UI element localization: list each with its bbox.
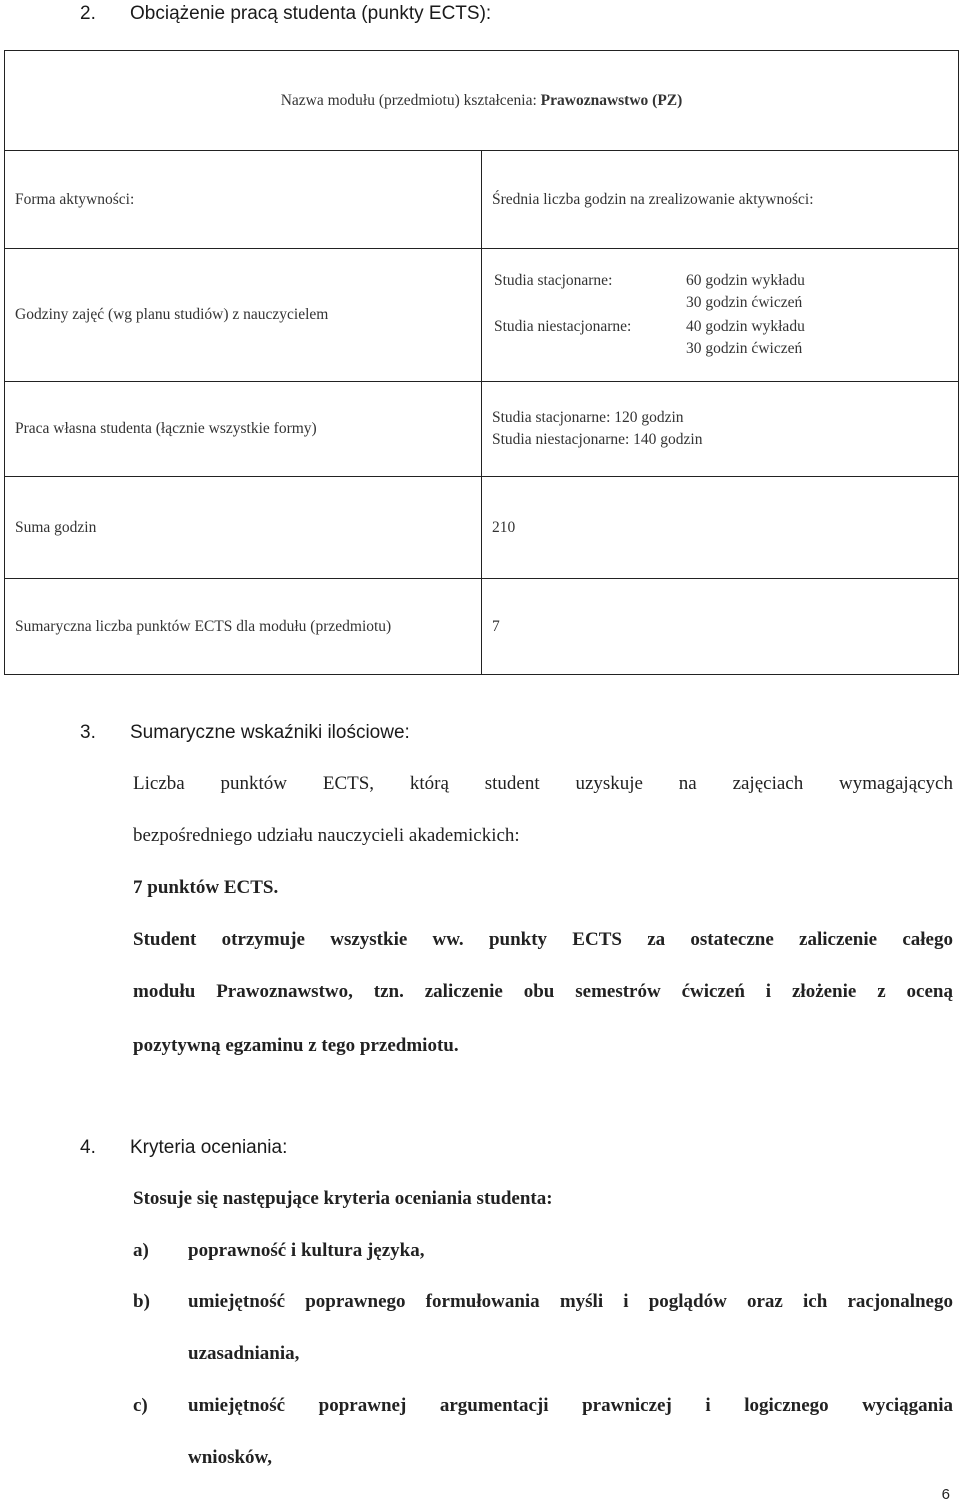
hours-line: 30 godzin ćwiczeń [686,340,803,357]
list-marker: a) [133,1240,149,1261]
table-row [5,51,959,151]
hours-line: 60 godzin wykładu [686,272,805,289]
paragraph-line: pozytywną egzaminu z tego przedmiotu. [133,1035,459,1056]
module-name: Prawoznawstwo (PZ) [540,91,683,109]
list-item-continuation: wniosków, [188,1447,272,1468]
row-label: Suma godzin [5,477,482,579]
header-activity: Forma aktywności: [5,151,482,249]
hours-line: 30 godzin ćwiczeń [686,294,803,311]
table-row [5,382,959,477]
row-label: Sumaryczna liczba punktów ECTS dla modułu (przedmiotu) [5,579,482,675]
section-3-heading [80,722,410,744]
header-hours: Średnia liczba godzin na zrealizowanie aktywności: [482,151,959,249]
paragraph-line: Student otrzymuje wszystkie ww. punkty ECTS za ostateczne zaliczenie całego [133,929,953,950]
ects-table [4,50,959,675]
hours-lines [686,270,805,314]
row-label: Godziny zajęć (wg planu studiów) z nauczycielem [5,249,482,382]
section-number: 3. [80,722,96,743]
hours-line: 40 godzin wykładu [686,318,805,335]
paragraph-line: bezpośredniego udziału nauczycieli akademickich: [133,825,520,846]
criteria-intro: Stosuje się następujące kryteria oceniania studenta: [133,1188,553,1209]
mode-label: Studia niestacjonarne: [494,318,632,335]
section-2-heading [80,3,491,25]
section-number: 4. [80,1137,96,1158]
table-row [5,579,959,675]
module-name-cell [5,51,959,151]
value-line: Studia niestacjonarne: 140 godzin [492,431,703,448]
section-title: Sumaryczne wskaźniki ilościowe: [130,722,410,743]
table-row [5,477,959,579]
row-value: 210 [482,477,959,579]
contact-hours-breakdown [492,268,807,362]
list-item-continuation: uzasadniania, [188,1343,300,1364]
hours-lines [686,316,805,360]
list-marker: c) [133,1395,148,1416]
module-label: Nazwa modułu (przedmiotu) kształcenia: [280,91,537,109]
mode-label: Studia stacjonarne: [494,272,613,289]
contact-hours-cell [482,249,959,382]
ects-points: 7 punktów ECTS. [133,877,279,898]
row-value: 7 [482,579,959,675]
table-row [5,249,959,382]
list-marker: b) [133,1291,150,1312]
page-number: 6 [941,1486,950,1503]
row-label: Praca własna studenta (łącznie wszystkie formy) [5,382,482,477]
paragraph-line: Liczba punktów ECTS, którą student uzyskuje na zajęciach wymagających [133,773,953,794]
paragraph-line: modułu Prawoznawstwo, tzn. zaliczenie obu semestrów ćwiczeń i złożenie z oceną [133,981,953,1002]
list-item: umiejętność poprawnego formułowania myśli i poglądów oraz ich racjonalnego [188,1291,953,1312]
section-title: Kryteria oceniania: [130,1137,288,1158]
section-title: Obciążenie pracą studenta (punkty ECTS): [130,3,492,24]
value-line: Studia stacjonarne: 120 godzin [492,409,684,426]
row-value [482,382,959,477]
list-item: poprawność i kultura języka, [188,1240,425,1261]
section-4-heading [80,1137,287,1159]
table-row [5,151,959,249]
list-item: umiejętność poprawnej argumentacji prawniczej i logicznego wyciągania [188,1395,953,1416]
section-number: 2. [80,3,96,24]
